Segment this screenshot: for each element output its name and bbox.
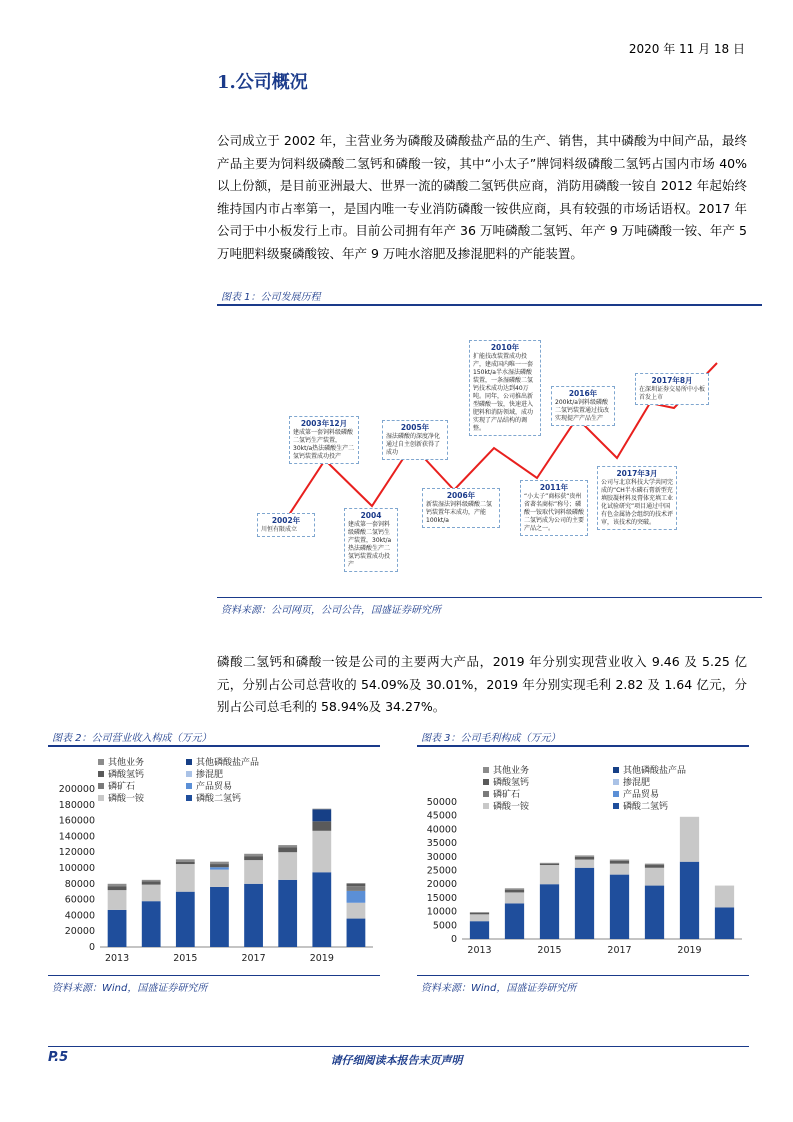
bar-segment-5-0 — [278, 880, 297, 947]
legend-swatch-4 — [98, 783, 104, 789]
fig2-bottom-rule — [48, 975, 380, 976]
fig3-top-rule — [417, 745, 749, 747]
milestone-2017-03: 2017年3月 公司与北京科技大学共同完成的“CH半水磷石膏新型充填胶凝材料及膏体充填工业化试验研究”项目通过中国有色金属协会组织的技术评审，该技术的突破。 — [597, 466, 677, 530]
fig2-source: 资料来源：Wind，国盛证券研究所 — [52, 983, 208, 994]
y-tick-label-9: 45000 — [426, 810, 457, 822]
bar-segment-0-0 — [470, 921, 489, 939]
bar-segment-2-0 — [540, 884, 559, 939]
footer-disclaimer: 请仔细阅读本报告末页声明 — [330, 1054, 463, 1067]
milestone-2006: 2006年 新装湿法饲料级磷酸二氢钙装置年末成功，产能100kt/a — [422, 488, 500, 528]
bar-segment-7-5 — [347, 884, 366, 886]
footer-rule — [48, 1046, 749, 1047]
legend-label-0: 其他业务 — [108, 758, 145, 768]
bar-segment-4-1 — [244, 860, 263, 884]
y-tick-label-3: 15000 — [426, 892, 457, 904]
y-tick-label-5: 25000 — [426, 865, 457, 877]
legend-label-0: 其他业务 — [493, 766, 530, 776]
y-tick-label-4: 20000 — [426, 879, 457, 891]
x-tick-label-6: 2019 — [309, 953, 334, 964]
bar-segment-6-7 — [312, 809, 331, 810]
bar-segment-1-1 — [505, 892, 524, 903]
fig1-caption: 图表 1：公司发展历程 — [221, 292, 321, 303]
legend-swatch-7 — [186, 795, 192, 801]
milestone-2010: 2010年 扩能技改装置成功投产，建成国内唯一一套150kt/a半水湿法磷酸装置，一条湿磷酸二氢钙技术成功达到40万吨。同年，公司推出新型磷酸一铵，快速进入肥料和消防领域，成功实现了产品结构的调整。 — [469, 340, 541, 436]
bar-segment-1-1 — [142, 885, 161, 902]
bar-segment-4-0 — [610, 875, 629, 939]
timeline-figure — [217, 308, 762, 593]
x-tick-label-2: 2015 — [537, 945, 562, 956]
bar-segment-3-1 — [575, 860, 594, 868]
bar-segment-0-5 — [108, 886, 127, 890]
legend-label-4: 磷矿石 — [493, 790, 521, 800]
x-tick-label-2: 2015 — [173, 953, 198, 964]
y-tick-label-6: 30000 — [426, 851, 457, 863]
bar-segment-1-5 — [505, 890, 524, 893]
bar-segment-0-7 — [108, 884, 127, 886]
legend-swatch-3 — [186, 771, 192, 777]
legend-label-1: 其他磷酸盐产品 — [623, 766, 687, 776]
bar-segment-5-7 — [645, 864, 664, 865]
bar-segment-7-2 — [347, 891, 366, 903]
fig3-caption: 图表 3：公司毛利构成（万元） — [421, 733, 561, 744]
gross-profit-chart — [417, 752, 749, 972]
fig3-bottom-rule — [417, 975, 749, 976]
bar-segment-7-1 — [347, 903, 366, 919]
bar-segment-6-6 — [312, 809, 331, 821]
bar-segment-4-1 — [610, 864, 629, 875]
fig2-caption: 图表 2：公司营业收入构成（万元） — [52, 733, 212, 744]
bar-segment-0-5 — [470, 913, 489, 914]
bar-segment-0-1 — [108, 890, 127, 910]
bar-segment-5-7 — [278, 845, 297, 847]
second-paragraph: 磷酸二氢钙和磷酸一铵是公司的主要两大产品，2019 年分别实现营业收入 9.46 及 5.25 亿元，分别占公司总营收的 54.09%及 30.01%，2019 年分别实现毛利 2.82 及 1.64 亿元，分别占公司总毛利的 58.94%及 34.27%。 — [217, 654, 747, 714]
legend-swatch-2 — [483, 779, 489, 785]
legend-label-2: 磷酸氢钙 — [493, 778, 530, 788]
bar-segment-2-5 — [176, 862, 195, 864]
y-tick-label-0: 0 — [450, 934, 457, 945]
legend-swatch-5 — [186, 783, 192, 789]
bar-segment-2-1 — [176, 864, 195, 892]
bar-segment-4-5 — [244, 856, 263, 860]
x-tick-label-4: 2017 — [607, 945, 632, 956]
legend-swatch-6 — [98, 795, 104, 801]
milestone-2011: 2011年 “小太子”商标获“贵州省著名商标”称号；磷酸一铵取代饲料级磷酸二氢钙成为公司的主要产品之一。 — [520, 480, 588, 536]
bar-segment-6-1 — [312, 831, 331, 872]
bar-segment-2-1 — [540, 865, 559, 884]
legend-label-5: 产品贸易 — [623, 790, 660, 800]
bar-segment-5-1 — [645, 868, 664, 886]
bar-segment-6-1 — [680, 817, 699, 862]
bar-segment-3-7 — [210, 862, 229, 864]
bar-segment-1-5 — [142, 881, 161, 884]
bar-segment-7-0 — [347, 919, 366, 947]
fig2-top-rule — [48, 745, 380, 747]
revenue-chart — [48, 752, 380, 972]
milestone-2003: 2003年12月 建成第一套饲料级磷酸二氢钙生产装置，30kt/a热法磷酸生产二氢钙装置成功投产 — [289, 416, 359, 464]
legend-label-7: 磷酸二氢钙 — [196, 794, 242, 804]
legend-swatch-4 — [483, 791, 489, 797]
legend-swatch-2 — [98, 771, 104, 777]
y-tick-label-7: 140000 — [58, 831, 95, 843]
legend-label-7: 磷酸二氢钙 — [623, 802, 669, 812]
legend-label-1: 其他磷酸盐产品 — [196, 758, 260, 768]
y-tick-label-4: 80000 — [64, 878, 95, 890]
bar-segment-2-5 — [540, 864, 559, 865]
bar-segment-6-0 — [680, 862, 699, 939]
bar-segment-0-7 — [470, 912, 489, 913]
intro-paragraph: 公司成立于 2002 年，主营业务为磷酸及磷酸盐产品的生产、销售，其中磷酸为中间产品，最终产品主要为饲料级磷酸二氢钙和磷酸一铵，其中“小太子”牌饲料级磷酸二氢钙占国内市场 40%以上份额，是目前亚洲最大、世界一流的磷酸二氢钙供应商，消防用磷酸一铵自 2012 年起始终维持国内市占率第一，是国内唯一专业消防磷酸一铵供应商，具有较强的市场话语权。2017 年公司于中小板发行上市。目前公司拥有年产 36 万吨磷酸二氢钙、年产 9 万吨磷酸一铵、年产 5 万吨肥料级聚磷酸铵、年产 9 万吨水溶肥及掺混肥料的产能装置。 — [217, 133, 747, 261]
legend-swatch-6 — [483, 803, 489, 809]
bar-segment-5-0 — [645, 886, 664, 939]
bar-segment-5-1 — [278, 852, 297, 880]
legend-swatch-0 — [483, 767, 489, 773]
bar-segment-1-7 — [505, 888, 524, 889]
bar-segment-4-5 — [610, 861, 629, 864]
page-number: P.5 — [48, 1050, 69, 1065]
bar-segment-4-0 — [244, 884, 263, 947]
y-tick-label-3: 60000 — [64, 894, 95, 906]
bar-segment-1-0 — [505, 903, 524, 939]
legend-swatch-1 — [186, 759, 192, 765]
bar-segment-7-0 — [715, 907, 734, 939]
bar-segment-3-5 — [210, 864, 229, 867]
y-tick-label-2: 10000 — [426, 906, 457, 918]
bar-segment-3-5 — [575, 857, 594, 860]
y-tick-label-10: 200000 — [58, 784, 95, 795]
fig1-top-rule — [217, 304, 762, 306]
x-tick-label-0: 2013 — [104, 953, 130, 964]
y-tick-label-2: 40000 — [64, 910, 95, 922]
bar-segment-3-0 — [575, 868, 594, 939]
milestone-2002: 2002年 川恒有限成立 — [257, 513, 315, 537]
bar-segment-3-7 — [575, 855, 594, 856]
legend-swatch-0 — [98, 759, 104, 765]
bar-segment-5-5 — [278, 847, 297, 852]
y-tick-label-8: 160000 — [58, 815, 95, 827]
bar-segment-1-0 — [142, 901, 161, 947]
fig1-bottom-rule — [217, 597, 762, 598]
bar-segment-6-5 — [312, 821, 331, 830]
y-tick-label-1: 5000 — [432, 920, 457, 932]
legend-label-5: 产品贸易 — [196, 782, 233, 792]
legend-label-3: 掺混肥 — [623, 778, 651, 788]
bar-segment-7-1 — [715, 886, 734, 908]
fig1-source: 资料来源：公司网页，公司公告，国盛证券研究所 — [221, 605, 441, 616]
legend-swatch-5 — [613, 791, 619, 797]
y-tick-label-8: 40000 — [426, 824, 457, 836]
bar-segment-2-7 — [176, 859, 195, 861]
milestone-2017-08: 2017年8月 在深圳证券交易所中小板首发上市 — [635, 373, 709, 405]
bar-segment-6-0 — [312, 872, 331, 947]
y-tick-label-9: 180000 — [58, 799, 95, 811]
legend-swatch-3 — [613, 779, 619, 785]
y-tick-label-5: 100000 — [58, 863, 95, 874]
y-tick-label-10: 50000 — [426, 797, 457, 808]
bar-segment-0-1 — [470, 914, 489, 921]
bar-segment-3-1 — [210, 870, 229, 887]
bar-segment-2-0 — [176, 892, 195, 947]
legend-swatch-1 — [613, 767, 619, 773]
bar-segment-4-7 — [244, 854, 263, 856]
legend-label-2: 磷酸氢钙 — [108, 770, 145, 780]
report-date: 2020 年 11 月 18 日 — [628, 42, 745, 56]
section-title: 1.公司概况 — [217, 72, 308, 93]
bar-segment-4-7 — [610, 860, 629, 861]
y-tick-label-0: 0 — [88, 942, 95, 953]
milestone-2005: 2005年 湿法磷酸的深度净化通过自主创新获得了成功 — [382, 420, 448, 460]
x-tick-label-0: 2013 — [467, 945, 492, 956]
milestone-2004: 2004 建成第一套饲料级磷酸二氢钙生产装置，30kt/a热法磷酸生产二氢钙装置成功投产 — [344, 508, 398, 572]
bar-segment-5-5 — [645, 865, 664, 868]
bar-segment-3-2 — [210, 867, 229, 869]
milestone-2016: 2016年 200kt/a饲料级磷酸二氢钙装置通过技改实现提产产品生产 — [551, 386, 615, 426]
bar-segment-3-0 — [210, 887, 229, 947]
legend-swatch-7 — [613, 803, 619, 809]
legend-label-6: 磷酸一铵 — [108, 794, 145, 804]
fig3-source: 资料来源：Wind，国盛证券研究所 — [421, 983, 577, 994]
bar-segment-1-7 — [142, 880, 161, 882]
legend-label-3: 掺混肥 — [196, 770, 224, 780]
x-tick-label-4: 2017 — [241, 953, 266, 964]
legend-label-6: 磷酸一铵 — [493, 802, 530, 812]
bar-segment-7-3 — [347, 886, 366, 891]
bar-segment-2-7 — [540, 863, 559, 864]
y-tick-label-7: 35000 — [426, 838, 457, 850]
y-tick-label-1: 20000 — [64, 926, 95, 938]
y-tick-label-6: 120000 — [58, 847, 95, 859]
bar-segment-0-0 — [108, 910, 127, 947]
legend-label-4: 磷矿石 — [108, 782, 136, 792]
bar-segment-7-7 — [347, 883, 366, 884]
x-tick-label-6: 2019 — [677, 945, 702, 956]
